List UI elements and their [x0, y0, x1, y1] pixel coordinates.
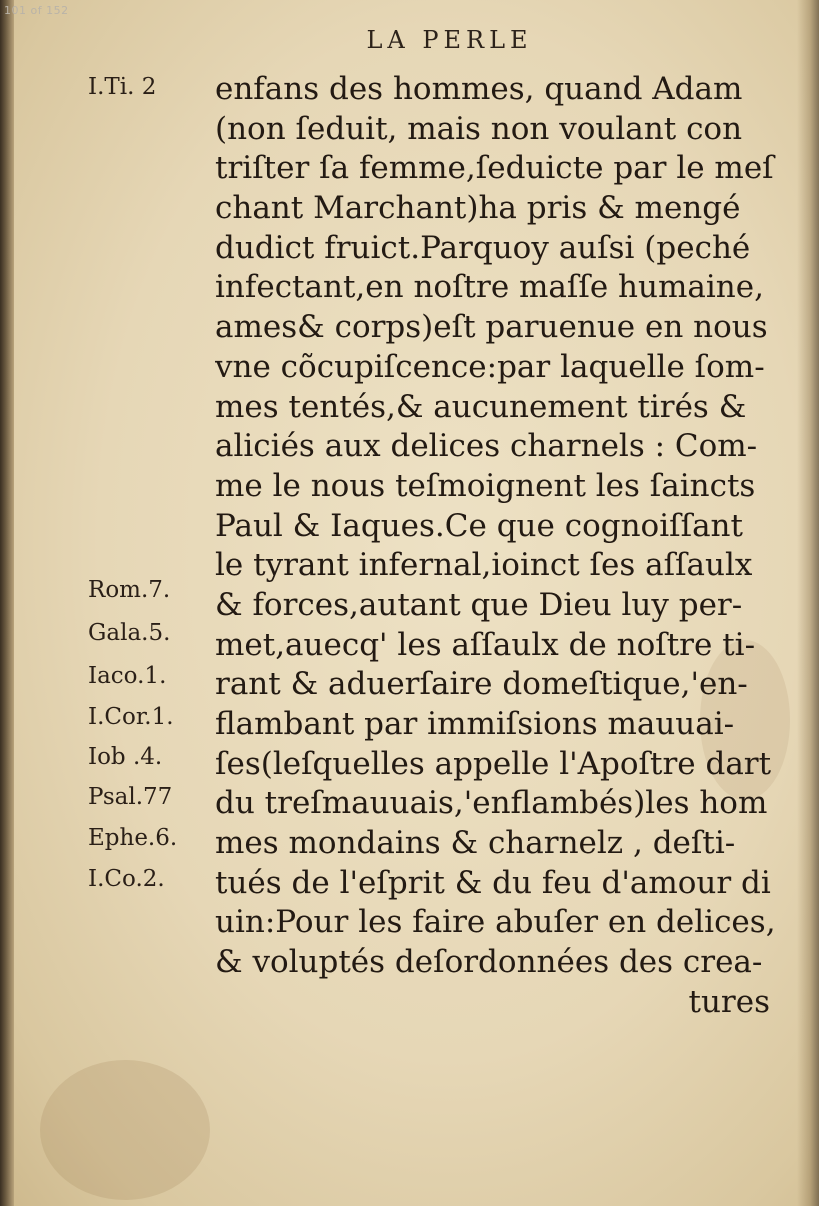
- margin-notes: [88, 70, 216, 950]
- text-line: me le nous teſmoignent les ſaincts: [215, 467, 756, 504]
- paper-stain: [40, 1060, 210, 1200]
- margin-note: Rom.7.: [88, 577, 171, 603]
- text-line: flambant par immiſsions mauuai-: [215, 706, 735, 742]
- margin-note: Psal.77: [88, 784, 173, 810]
- text-line: Paul & Iaques.Ce que cognoiſſant: [215, 507, 743, 544]
- running-head: LA PERLE: [366, 26, 533, 54]
- text-line: enfans des hommes, quand Adam: [215, 71, 743, 107]
- page-gutter: [0, 0, 14, 1206]
- text-line: & forces,autant que Dieu luy per-: [215, 586, 743, 623]
- margin-note: Iaco.1.: [88, 663, 167, 689]
- body-text: [215, 70, 790, 1023]
- margin-note: Iob .4.: [88, 744, 163, 770]
- text-line: le tyrant infernal,ioinct ſes aſſaulx: [215, 547, 753, 584]
- margin-note: I.Ti. 2: [88, 74, 157, 100]
- text-line: & voluptés deſordonnées des crea-: [215, 944, 763, 981]
- text-line: tués de l'eſprit & du feu d'amour di: [215, 864, 771, 901]
- text-line: chant Marchant)ha pris & mengé: [215, 190, 741, 227]
- page-edge-shadow: [797, 0, 819, 1206]
- text-line: vne cõcupiſcence:par laquelle ſom-: [215, 348, 765, 385]
- text-line: mes mondains & charnelz , deſti-: [215, 825, 736, 862]
- text-line: dudict fruict.Parquoy auſsi (peché: [215, 229, 751, 266]
- text-line: mes tentés,& aucunement tirés &: [215, 388, 747, 425]
- text-line: ſes(leſquelles appelle l'Apoſtre dart: [215, 745, 772, 782]
- text-line: ames& corps)eſt paruenue en nous: [215, 309, 768, 346]
- scan-page-label: 101 of 152: [4, 4, 69, 17]
- margin-note: Gala.5.: [88, 620, 171, 646]
- text-line: aliciés aux delices charnels : Com-: [215, 428, 758, 465]
- margin-note: I.Co.2.: [88, 866, 165, 892]
- margin-note: Ephe.6.: [88, 825, 178, 851]
- text-line: rant & aduerſaire domeſtique,'en-: [215, 666, 748, 703]
- text-line: (non ſeduit, mais non voulant con: [215, 110, 743, 147]
- text-line: met,auecq' les aſſaulx de noſtre ti-: [215, 626, 756, 663]
- text-line: du treſmauuais,'enflambés)les hom: [215, 785, 768, 822]
- text-line: uin:Pour les faire abuſer en delices,: [215, 904, 776, 941]
- margin-note: I.Cor.1.: [88, 704, 174, 730]
- text-line: triſter ſa femme,ſeduicte par le meſ: [215, 150, 774, 187]
- catchword: tures: [688, 983, 770, 1020]
- text-line: infectant,en noſtre maſſe humaine,: [215, 269, 764, 306]
